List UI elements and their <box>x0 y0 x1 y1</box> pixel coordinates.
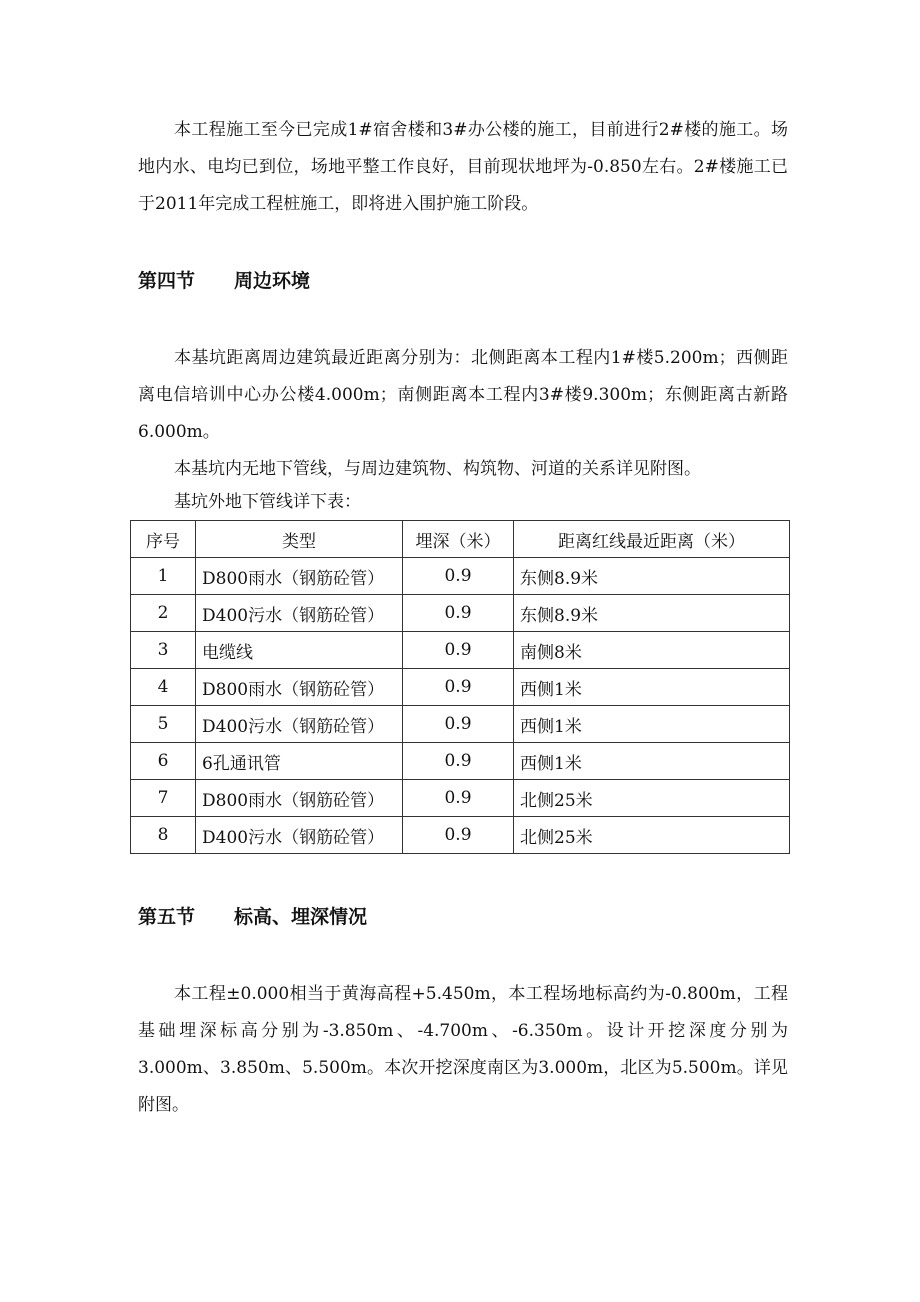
table-row <box>131 558 790 595</box>
cell-no: 6 <box>131 743 196 780</box>
cell-type: D800雨水（钢筋砼管） <box>196 780 403 817</box>
cell-depth: 0.9 <box>403 780 514 817</box>
cell-distance: 南侧8米 <box>514 632 790 669</box>
cell-type: D800雨水（钢筋砼管） <box>196 669 403 706</box>
section5-title: 标高、埋深情况 <box>234 906 368 928</box>
cell-type: D400污水（钢筋砼管） <box>196 595 403 632</box>
table-row <box>131 780 790 817</box>
cell-type: D400污水（钢筋砼管） <box>196 817 403 854</box>
section5-paragraph: 本工程±0.000相当于黄海高程+5.450m，本工程场地标高约为-0.800m，工程基础埋深标高分别为-3.850m、-4.700m、-6.350m。设计开挖深度分别为3.000m、3.850m、5.500m。本次开挖深度南区为3.000m，北区为5.500m。详见附图。 <box>138 984 788 1115</box>
header-depth: 埋深（米） <box>403 521 514 558</box>
cell-depth: 0.9 <box>403 669 514 706</box>
cell-depth: 0.9 <box>403 743 514 780</box>
cell-no: 7 <box>131 780 196 817</box>
section3-paragraph: 本工程施工至今已完成1#宿舍楼和3#办公楼的施工，目前进行2#楼的施工。场地内水、电均已到位，场地平整工作良好，目前现状地坪为-0.850左右。2#楼施工已于2011年完成工程桩施工，即将进入围护施工阶段。 <box>138 120 788 214</box>
header-distance: 距离红线最近距离（米） <box>514 521 790 558</box>
header-no: 序号 <box>131 521 196 558</box>
cell-distance: 北侧25米 <box>514 817 790 854</box>
cell-distance: 东侧8.9米 <box>514 558 790 595</box>
cell-no: 3 <box>131 632 196 669</box>
section4-heading <box>138 266 310 293</box>
cell-no: 1 <box>131 558 196 595</box>
cell-distance: 北侧25米 <box>514 780 790 817</box>
cell-distance: 东侧8.9米 <box>514 595 790 632</box>
cell-no: 5 <box>131 706 196 743</box>
cell-type: D400污水（钢筋砼管） <box>196 706 403 743</box>
section4-title: 周边环境 <box>234 270 311 292</box>
table-row <box>131 632 790 669</box>
cell-distance: 西侧1米 <box>514 706 790 743</box>
cell-depth: 0.9 <box>403 595 514 632</box>
pipeline-table <box>130 520 790 854</box>
cell-type: 6孔通讯管 <box>196 743 403 780</box>
section4-paragraph-3: 基坑外地下管线详下表： <box>174 492 361 512</box>
cell-depth: 0.9 <box>403 558 514 595</box>
cell-no: 2 <box>131 595 196 632</box>
cell-distance: 西侧1米 <box>514 743 790 780</box>
cell-type: 电缆线 <box>196 632 403 669</box>
cell-no: 8 <box>131 817 196 854</box>
section5-heading <box>138 902 367 929</box>
cell-depth: 0.9 <box>403 632 514 669</box>
cell-depth: 0.9 <box>403 706 514 743</box>
table-row <box>131 669 790 706</box>
cell-no: 4 <box>131 669 196 706</box>
table-row <box>131 595 790 632</box>
section5-number: 第五节 <box>138 906 196 928</box>
header-type: 类型 <box>196 521 403 558</box>
cell-depth: 0.9 <box>403 817 514 854</box>
section4-number: 第四节 <box>138 270 196 292</box>
table-header-row <box>131 521 790 558</box>
table-row <box>131 706 790 743</box>
table-row <box>131 743 790 780</box>
cell-type: D800雨水（钢筋砼管） <box>196 558 403 595</box>
section4-paragraph-2: 本基坑内无地下管线，与周边建筑物、构筑物、河道的关系详见附图。 <box>174 459 701 479</box>
table-row <box>131 817 790 854</box>
section4-paragraph-1: 本基坑距离周边建筑最近距离分别为：北侧距离本工程内1#楼5.200m；西侧距离电信培训中心办公楼4.000m；南侧距离本工程内3#楼9.300m；东侧距离古新路6.000m。 <box>138 348 788 442</box>
cell-distance: 西侧1米 <box>514 669 790 706</box>
